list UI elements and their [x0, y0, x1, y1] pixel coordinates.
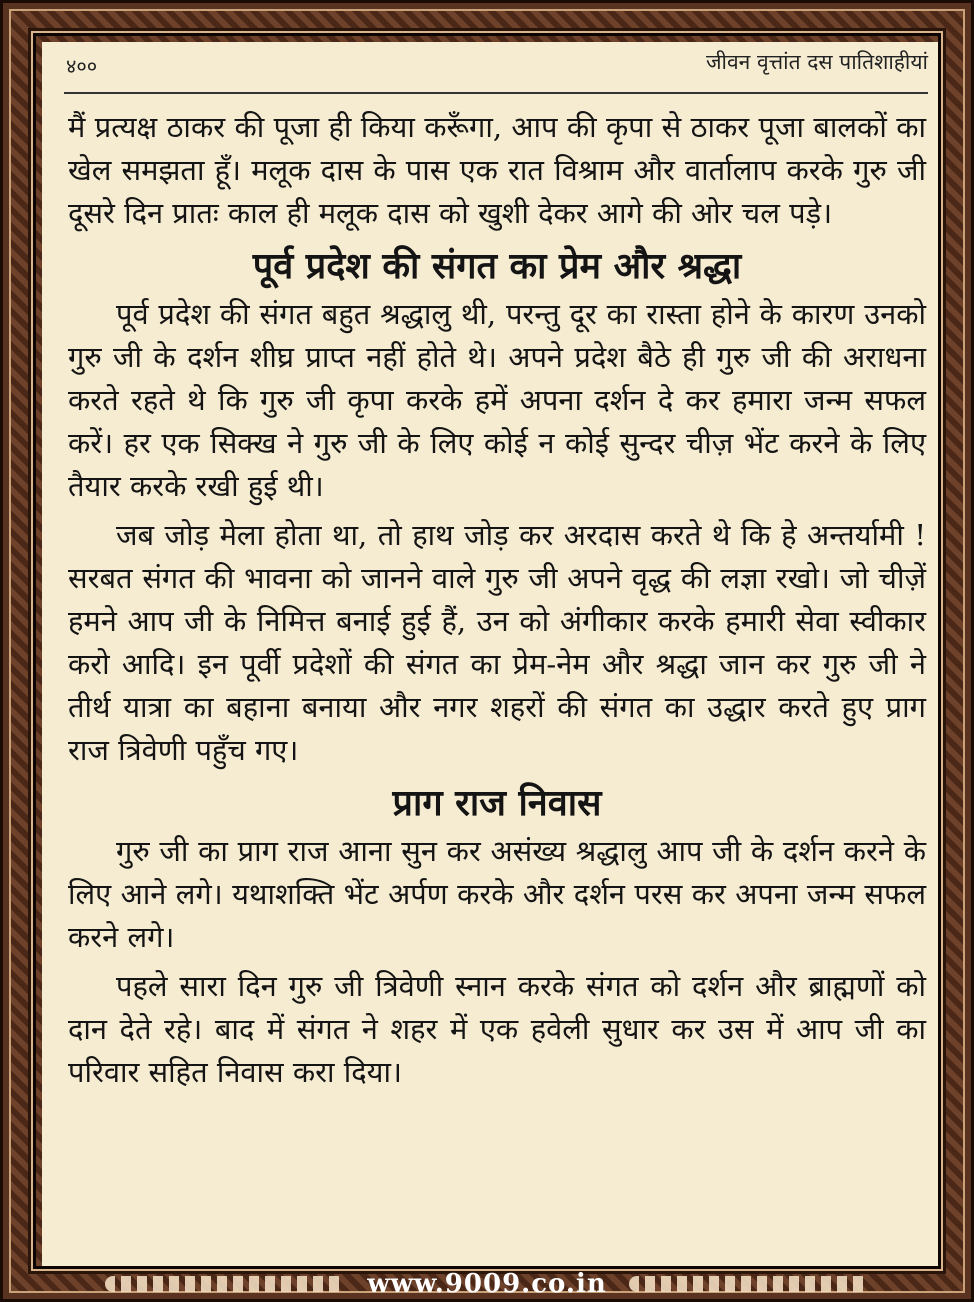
header-rule — [64, 92, 928, 94]
page-number: ४०० — [66, 54, 98, 78]
page — [42, 42, 938, 1266]
page-body — [68, 106, 926, 1094]
paragraph-jod-mela: जब जोड़ मेला होता था, तो हाथ जोड़ कर अरदास करते थे कि हे अन्तर्यामी ! सरबत संगत की भावना को जानने वाले गुरु जी अपने वृद्ध की लज्ञा रखो। जो चीज़ें हमने आप जी के निमित्त बनाई हुई हैं, उन को अंगीकार करके हमारी सेवा स्वीकार करो आदि। इन पूर्वी प्रदेशों की संगत का प्रेम-नेम और श्रद्धा जान कर गुरु जी ने तीर्थ यात्रा का बहाना बनाया और नगर शहरों की संगत का उद्धार करते हुए प्राग राज त्रिवेणी पहुँच गए। — [68, 518, 926, 767]
paragraph-purv-pradesh: पूर्व प्रदेश की संगत बहुत श्रद्धालु थी, परन्तु दूर का रास्ता होने के कारण उनको गुरु जी के दर्शन शीघ्र प्राप्त नहीं होते थे। अपने प्रदेश बैठे ही गुरु जी की अराधना करते रहते थे कि गुरु जी कृपा करके हमें अपना दर्शन दे कर हमारा जन्म सफल करें। हर एक सिक्ख ने गुरु जी के लिए कोई न कोई सुन्दर चीज़ भेंट करने के लिए तैयार करके रखी हुई थी। — [68, 297, 926, 503]
paragraph-triveni-snan: पहले सारा दिन गुरु जी त्रिवेणी स्नान करके संगत को दर्शन और ब्राह्मणों को दान देते रहे। बाद में संगत ने शहर में एक हवेली सुधार कर उस में आप जी का परिवार सहित निवास करा दिया। — [68, 969, 926, 1089]
page-header — [42, 42, 938, 94]
website-link[interactable]: www.9009.co.in — [367, 1269, 607, 1299]
footer-ornament-left — [105, 1276, 345, 1292]
paragraph-prag-raj-arrival: गुरु जी का प्राग राज आना सुन कर असंख्य श्रद्धालु आप जी के दर्शन करने के लिए आने लगे। यथाशक्ति भेंट अर्पण करके और दर्शन परस कर अपना जन्म सफल करने लगे। — [68, 834, 926, 954]
footer-ornament-right — [629, 1276, 869, 1292]
footer — [3, 1269, 971, 1299]
running-title: जीवन वृत्तांत दस पातिशाहीयां — [705, 50, 928, 74]
section-heading-purv-pradesh: पूर्व प्रदेश की संगत का प्रेम और श्रद्धा — [252, 245, 742, 287]
section-heading-prag-raj: प्राग राज निवास — [392, 782, 602, 824]
paragraph-continuation: मैं प्रत्यक्ष ठाकर की पूजा ही किया करूँगा, आप की कृपा से ठाकर पूजा बालकों का खेल समझता हूँ। मलूक दास के पास एक रात विश्राम और वार्तालाप करके गुरु जी दूसरे दिन प्रातः काल ही मलूक दास को खुशी देकर आगे की ओर चल पड़े। — [68, 110, 926, 230]
